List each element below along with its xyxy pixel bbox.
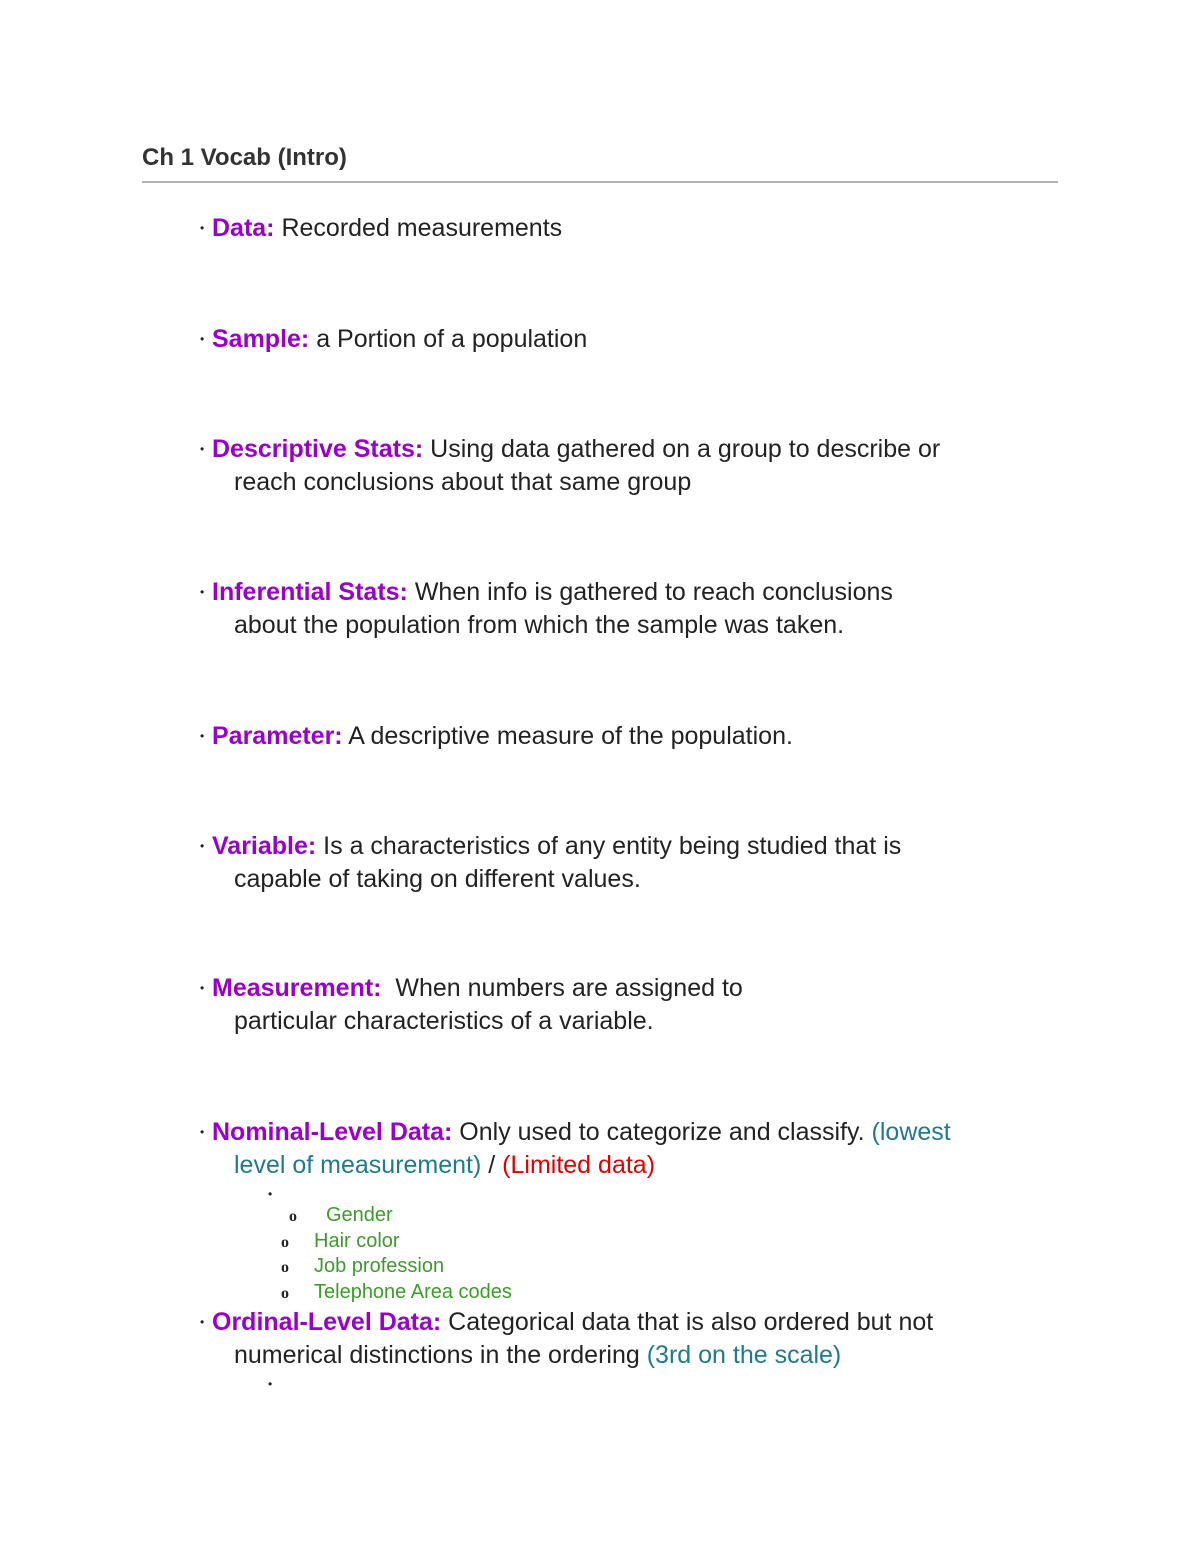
term-label: Parameter: xyxy=(212,722,343,750)
circle-marker-icon: o xyxy=(281,1234,289,1251)
scale-note: (3rd on the scale) xyxy=(646,1341,842,1369)
vocab-entry-descriptive-stats xyxy=(200,433,1070,499)
page-title: Ch 1 Vocab (Intro) xyxy=(142,144,347,171)
limited-data-note: (Limited data) xyxy=(502,1151,656,1179)
definition-text: a Portion of a population xyxy=(309,325,588,353)
vocab-entry-measurement xyxy=(200,972,1070,1038)
vocab-entry-sample xyxy=(200,323,1070,356)
definition-text: Is a characteristics of any entity being studied that is xyxy=(316,832,902,860)
definition-continuation: reach conclusions about that same group xyxy=(234,468,692,496)
definition-continuation: about the population from which the sample was taken. xyxy=(234,611,845,639)
nominal-example-job-profession xyxy=(281,1254,444,1279)
example-text: Hair color xyxy=(314,1230,400,1252)
level-note: (lowest xyxy=(871,1118,951,1146)
definition-text: Using data gathered on a group to describe or xyxy=(423,435,941,463)
vocab-entry-data xyxy=(200,212,1070,245)
bullet-icon: • xyxy=(200,221,205,235)
term-label: Descriptive Stats: xyxy=(212,435,424,463)
vocab-entry-variable xyxy=(200,830,1070,896)
term-label: Data: xyxy=(212,214,275,242)
title-divider xyxy=(142,181,1058,183)
vocab-entry-nominal-level-data xyxy=(200,1116,1070,1182)
vocab-entry-inferential-stats xyxy=(200,576,1070,642)
level-note-continuation: level of measurement) xyxy=(234,1151,482,1179)
vocab-entry-ordinal-level-data xyxy=(200,1306,1070,1372)
nominal-example-gender xyxy=(289,1203,393,1228)
vocab-entry-parameter xyxy=(200,720,1070,753)
term-label: Inferential Stats: xyxy=(212,578,408,606)
bullet-icon: • xyxy=(200,981,205,995)
definition-text: Only used to categorize and classify. xyxy=(452,1118,872,1146)
bullet-icon: • xyxy=(200,585,205,599)
definition-text: A descriptive measure of the population. xyxy=(342,722,793,750)
bullet-icon: • xyxy=(200,1125,205,1139)
definition-text: When numbers are assigned to xyxy=(381,974,743,1002)
circle-marker-icon: o xyxy=(281,1259,289,1276)
definition-continuation: numerical distinctions in the ordering xyxy=(234,1341,647,1369)
term-label: Sample: xyxy=(212,325,310,353)
definition-text: Recorded measurements xyxy=(274,214,563,242)
definition-text: When info is gathered to reach conclusions xyxy=(407,578,893,606)
example-text: Telephone Area codes xyxy=(314,1281,512,1303)
definition-continuation: particular characteristics of a variable. xyxy=(234,1007,654,1035)
sub-bullet-icon: • xyxy=(268,1377,273,1391)
sub-bullet-icon: • xyxy=(268,1187,273,1201)
term-label: Measurement: xyxy=(212,974,382,1002)
bullet-icon: • xyxy=(200,442,205,456)
nominal-example-telephone-area-codes xyxy=(281,1280,512,1305)
definition-text: Categorical data that is also ordered but not xyxy=(441,1308,934,1336)
term-label: Variable: xyxy=(212,832,317,860)
bullet-icon: • xyxy=(200,729,205,743)
separator-text: / xyxy=(481,1151,503,1179)
example-text: Gender xyxy=(326,1204,393,1226)
circle-marker-icon: o xyxy=(281,1285,289,1302)
bullet-icon: • xyxy=(200,1315,205,1329)
circle-marker-icon: o xyxy=(289,1208,297,1225)
bullet-icon: • xyxy=(200,332,205,346)
term-label: Nominal-Level Data: xyxy=(212,1118,453,1146)
bullet-icon: • xyxy=(200,839,205,853)
term-label: Ordinal-Level Data: xyxy=(212,1308,442,1336)
example-text: Job profession xyxy=(314,1255,445,1277)
definition-continuation: capable of taking on different values. xyxy=(234,865,641,893)
nominal-example-hair-color xyxy=(281,1229,400,1254)
